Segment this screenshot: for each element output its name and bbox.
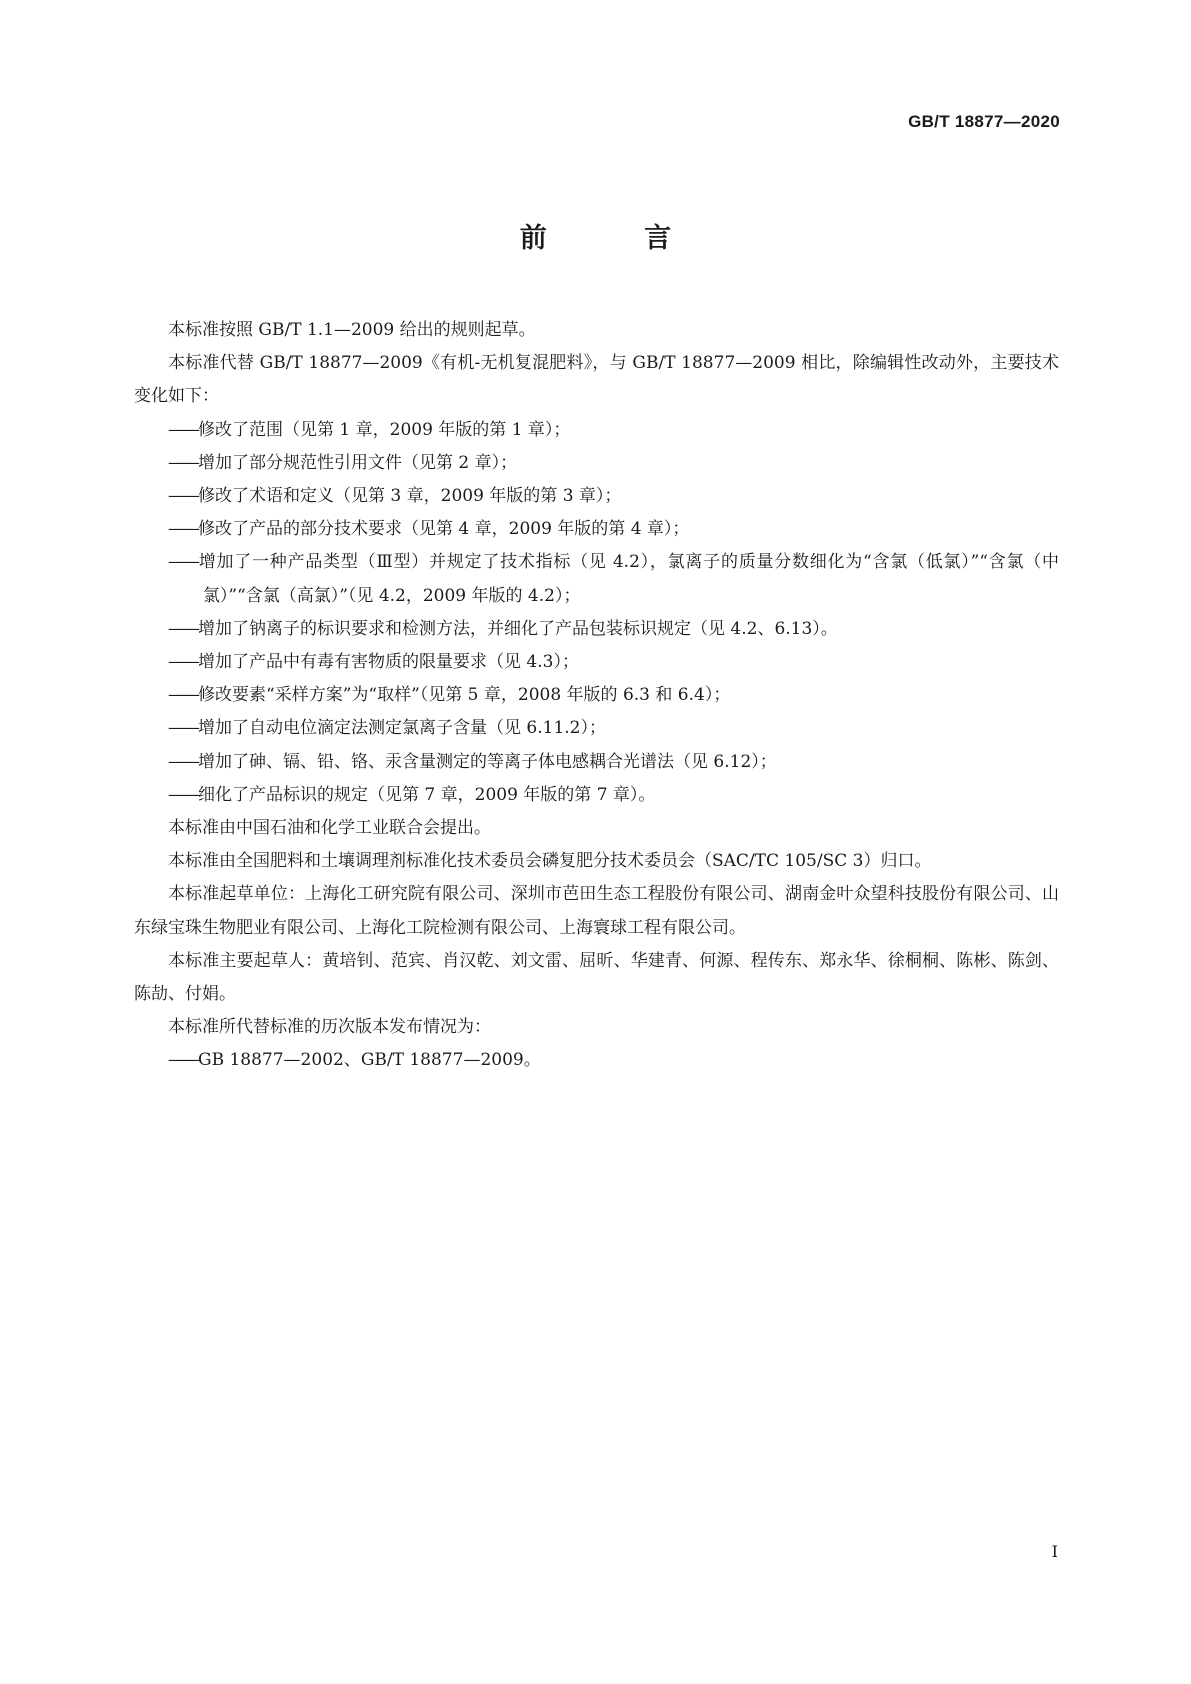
dash-marker: —— [168, 419, 198, 440]
list-item [134, 679, 1059, 712]
dash-marker: —— [168, 652, 198, 673]
list-item [134, 779, 1059, 812]
list-item-text: 增加了钠离子的标识要求和检测方法，并细化了产品包装标识规定（见 4.2、6.13）。 [198, 618, 838, 639]
list-item [134, 746, 1059, 779]
body-paragraph: 本标准起草单位：上海化工研究院有限公司、深圳市芭田生态工程股份有限公司、湖南金叶众望科技股份有限公司、山东绿宝珠生物肥业有限公司、上海化工院检测有限公司、上海寰球工程有限公司。 [134, 884, 1059, 938]
list-item-text: 增加了部分规范性引用文件（见第 2 章）； [198, 452, 518, 473]
body-paragraph: 本标准代替 GB/T 18877—2009《有机-无机复混肥料》，与 GB/T 18877—2009 相比，除编辑性改动外，主要技术变化如下： [134, 353, 1059, 407]
list-item-text: 修改了术语和定义（见第 3 章，2009 年版的第 3 章）； [198, 486, 622, 507]
body-paragraph: 本标准按照 GB/T 1.1—2009 给出的规则起草。 [168, 320, 536, 340]
standard-code: GB/T 18877—2020 [908, 112, 1060, 131]
dash-marker: —— [168, 718, 198, 739]
dash-marker: —— [168, 784, 198, 805]
list-item-text: 细化了产品标识的规定（见第 7 章，2009 年版的第 7 章）。 [198, 784, 656, 805]
body-paragraph: 本标准所代替标准的历次版本发布情况为： [168, 1017, 491, 1038]
list-item [134, 513, 1059, 546]
dash-marker: —— [168, 552, 198, 573]
list-item-text: 增加了产品中有毒有害物质的限量要求（见 4.3）； [198, 652, 579, 673]
dash-marker: —— [168, 452, 198, 473]
list-item [134, 546, 1059, 612]
dash-marker: —— [168, 1050, 198, 1071]
list-item-text: 增加了自动电位滴定法测定氯离子含量（见 6.11.2）； [198, 718, 606, 739]
list-item-text: 修改要素“采样方案”为“取样”（见第 5 章，2008 年版的 6.3 和 6.4）； [198, 685, 731, 706]
list-item-text: 增加了砷、镉、铅、铬、汞含量测定的等离子体电感耦合光谱法（见 6.12）； [198, 751, 777, 772]
list-item [134, 480, 1059, 513]
body-paragraph: 本标准由中国石油和化学工业联合会提出。 [168, 818, 491, 839]
dash-marker: —— [168, 618, 198, 639]
list-item-text: GB 18877—2002、GB/T 18877—2009。 [198, 1050, 541, 1071]
dash-marker: —— [168, 519, 198, 540]
dash-marker: —— [168, 751, 198, 772]
list-item-text: 修改了范围（见第 1 章，2009 年版的第 1 章）； [198, 419, 571, 440]
page-number: I [1051, 1542, 1058, 1561]
dash-marker: —— [168, 486, 198, 507]
page-title: 前 言 [519, 223, 716, 254]
document-body [134, 314, 1059, 1078]
dash-marker: —— [168, 685, 198, 706]
body-paragraph: 本标准主要起草人：黄培钊、范宾、肖汉乾、刘文雷、屈昕、华建青、何源、程传东、郑永华、徐桐桐、陈彬、陈剑、陈劼、付娟。 [134, 950, 1059, 1005]
list-item [134, 613, 1059, 646]
list-item [134, 712, 1059, 745]
body-paragraph: 本标准由全国肥料和土壤调理剂标准化技术委员会磷复肥分技术委员会（SAC/TC 105/SC 3）归口。 [168, 851, 932, 872]
list-item [134, 447, 1059, 480]
list-item [134, 414, 1059, 447]
list-item [134, 646, 1059, 679]
list-item-text: 修改了产品的部分技术要求（见第 4 章，2009 年版的第 4 章）； [198, 519, 690, 540]
list-item-text: 增加了一种产品类型（Ⅲ型）并规定了技术指标（见 4.2），氯离子的质量分数细化为“含氯（低氯）”“含氯（中氯）”“含氯（高氯）”（见 4.2，2009 年版的 4.2）； [198, 552, 1059, 606]
list-item [134, 1044, 1059, 1077]
